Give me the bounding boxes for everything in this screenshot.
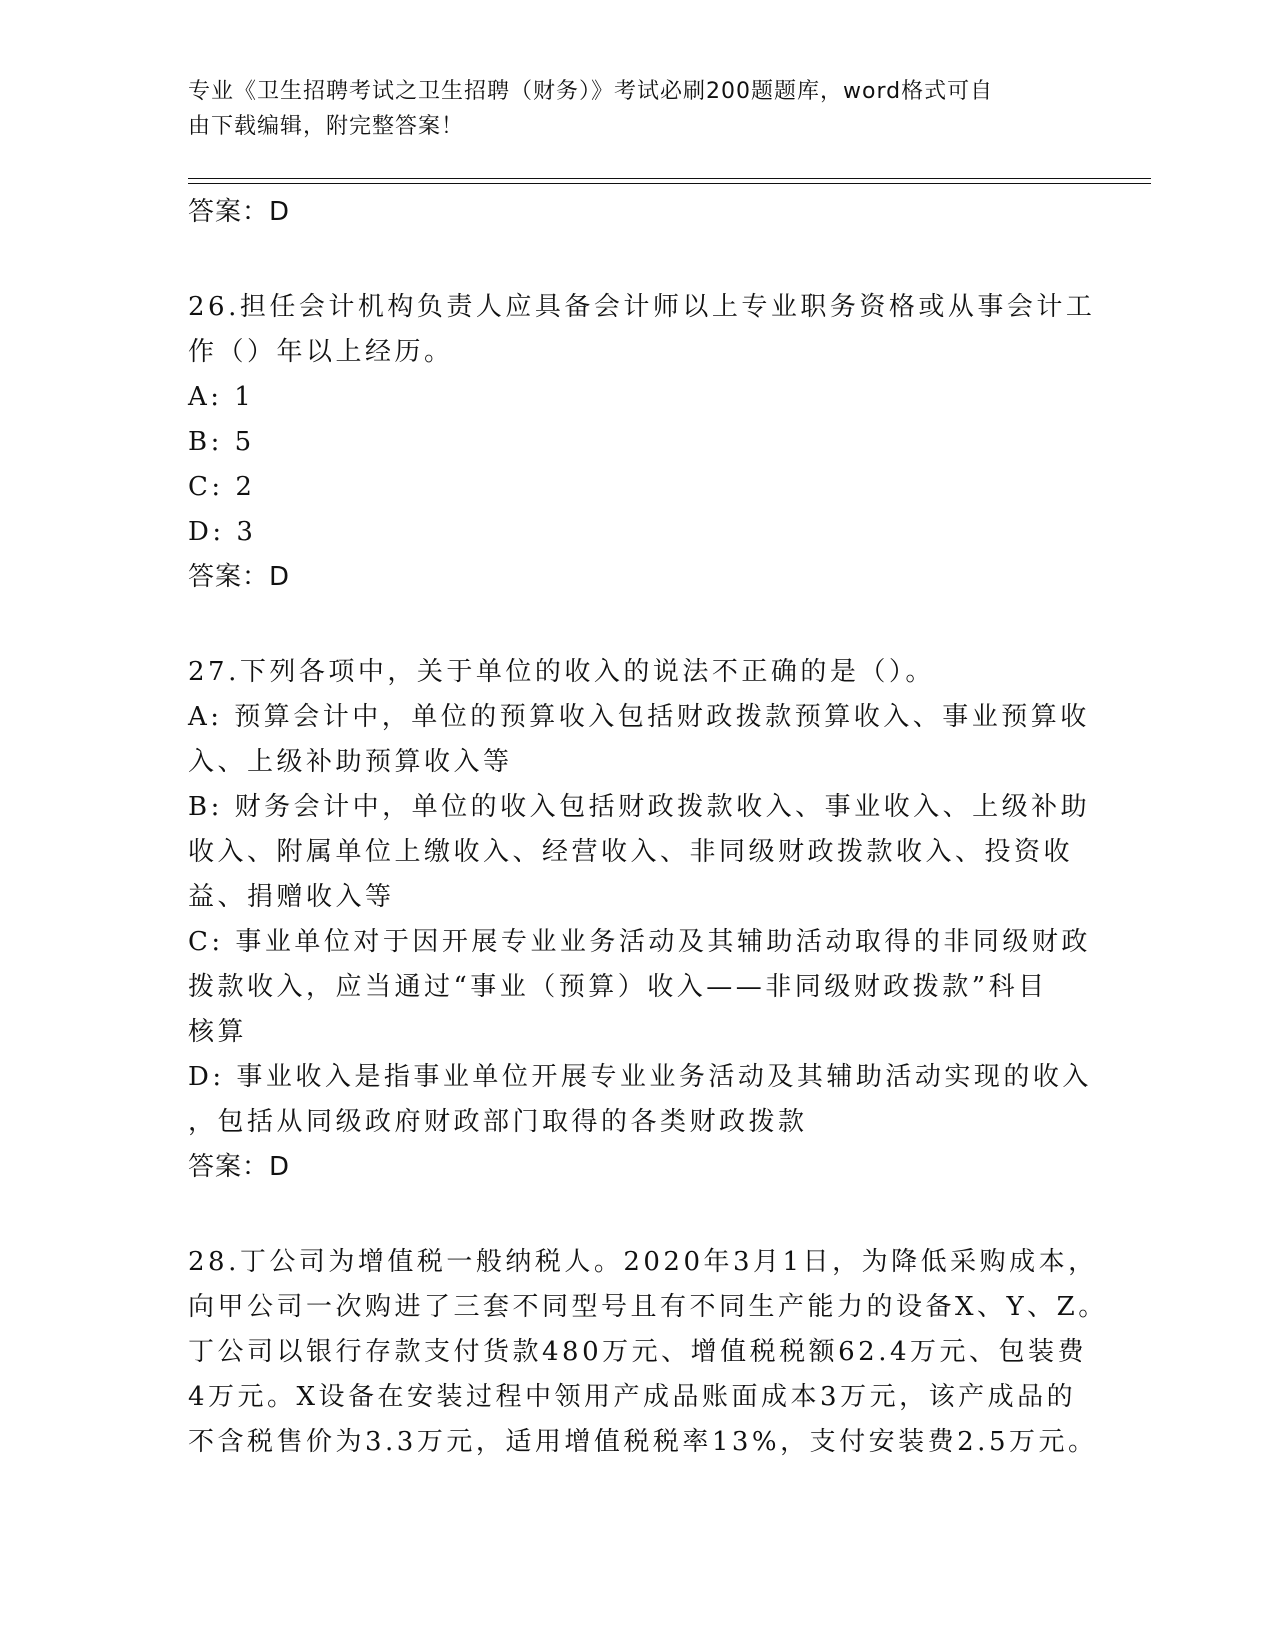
option-d: D: 事业收入是指事业单位开展专业业务活动及其辅助活动实现的收入 — [188, 1062, 1092, 1092]
option-b: B: 财务会计中，单位的收入包括财政拨款收入、事业收入、上级补助 — [188, 792, 1091, 822]
option-a: A: 预算会计中，单位的预算收入包括财政拨款预算收入、事业预算收 — [188, 702, 1090, 732]
question-27 — [188, 650, 1092, 1190]
answer-label: 答案：D — [188, 562, 291, 592]
question-stem: 28.丁公司为增值税一般纳税人。2020年3月1日，为降低采购成本， — [188, 1247, 1098, 1277]
question-stem: 丁公司以银行存款支付货款480万元、增值税税额62.4万元、包装费 — [188, 1337, 1088, 1367]
question-stem: 27.下列各项中，关于单位的收入的说法不正确的是（）。 — [188, 657, 935, 687]
question-26 — [188, 285, 1096, 600]
question-stem: 不含税售价为3.3万元，适用增值税税率13%，支付安装费2.5万元。 — [188, 1427, 1098, 1457]
header-divider-bottom — [188, 183, 1151, 184]
option-d-continued: ，包括从同级政府财政部门取得的各类财政拨款 — [188, 1107, 808, 1137]
option-c: C: 事业单位对于因开展专业业务活动及其辅助活动取得的非同级财政 — [188, 927, 1091, 957]
option-a: A: 1 — [188, 382, 255, 412]
header-line-1: 专业《卫生招聘考试之卫生招聘（财务）》考试必刷200题题库，word格式可自 — [188, 79, 994, 104]
document-header — [188, 74, 1068, 144]
option-b-continued: 收入、附属单位上缴收入、经营收入、非同级财政拨款收入、投资收 — [188, 837, 1074, 867]
option-d: D: 3 — [188, 517, 257, 547]
option-c-continued: 拨款收入，应当通过“事业（预算）收入——非同级财政拨款”科目 — [188, 972, 1048, 1002]
question-stem: 4万元。X设备在安装过程中领用产成品账面成本3万元，该产成品的 — [188, 1382, 1077, 1412]
question-stem: 26.担任会计机构负责人应具备会计师以上专业职务资格或从事会计工 — [188, 292, 1096, 322]
option-c: C: 2 — [188, 472, 256, 502]
header-divider-top — [188, 178, 1151, 179]
option-a-continued: 入、上级补助预算收入等 — [188, 747, 513, 777]
option-c-continued: 核算 — [188, 1017, 248, 1047]
spacer — [188, 1190, 1088, 1240]
option-b-continued: 益、捐赠收入等 — [188, 882, 395, 912]
answer-label: 答案：D — [188, 197, 291, 227]
header-line-2: 由下载编辑，附完整答案！ — [188, 114, 465, 139]
question-28 — [188, 1240, 1108, 1465]
question-stem: 作（）年以上经历。 — [188, 337, 454, 367]
spacer — [188, 235, 1088, 285]
question-content — [188, 190, 1108, 1465]
spacer — [188, 600, 1088, 650]
question-stem: 向甲公司一次购进了三套不同型号且有不同生产能力的设备X、Y、Z。 — [188, 1292, 1108, 1322]
answer-label: 答案：D — [188, 1152, 291, 1182]
option-b: B: 5 — [188, 427, 255, 457]
